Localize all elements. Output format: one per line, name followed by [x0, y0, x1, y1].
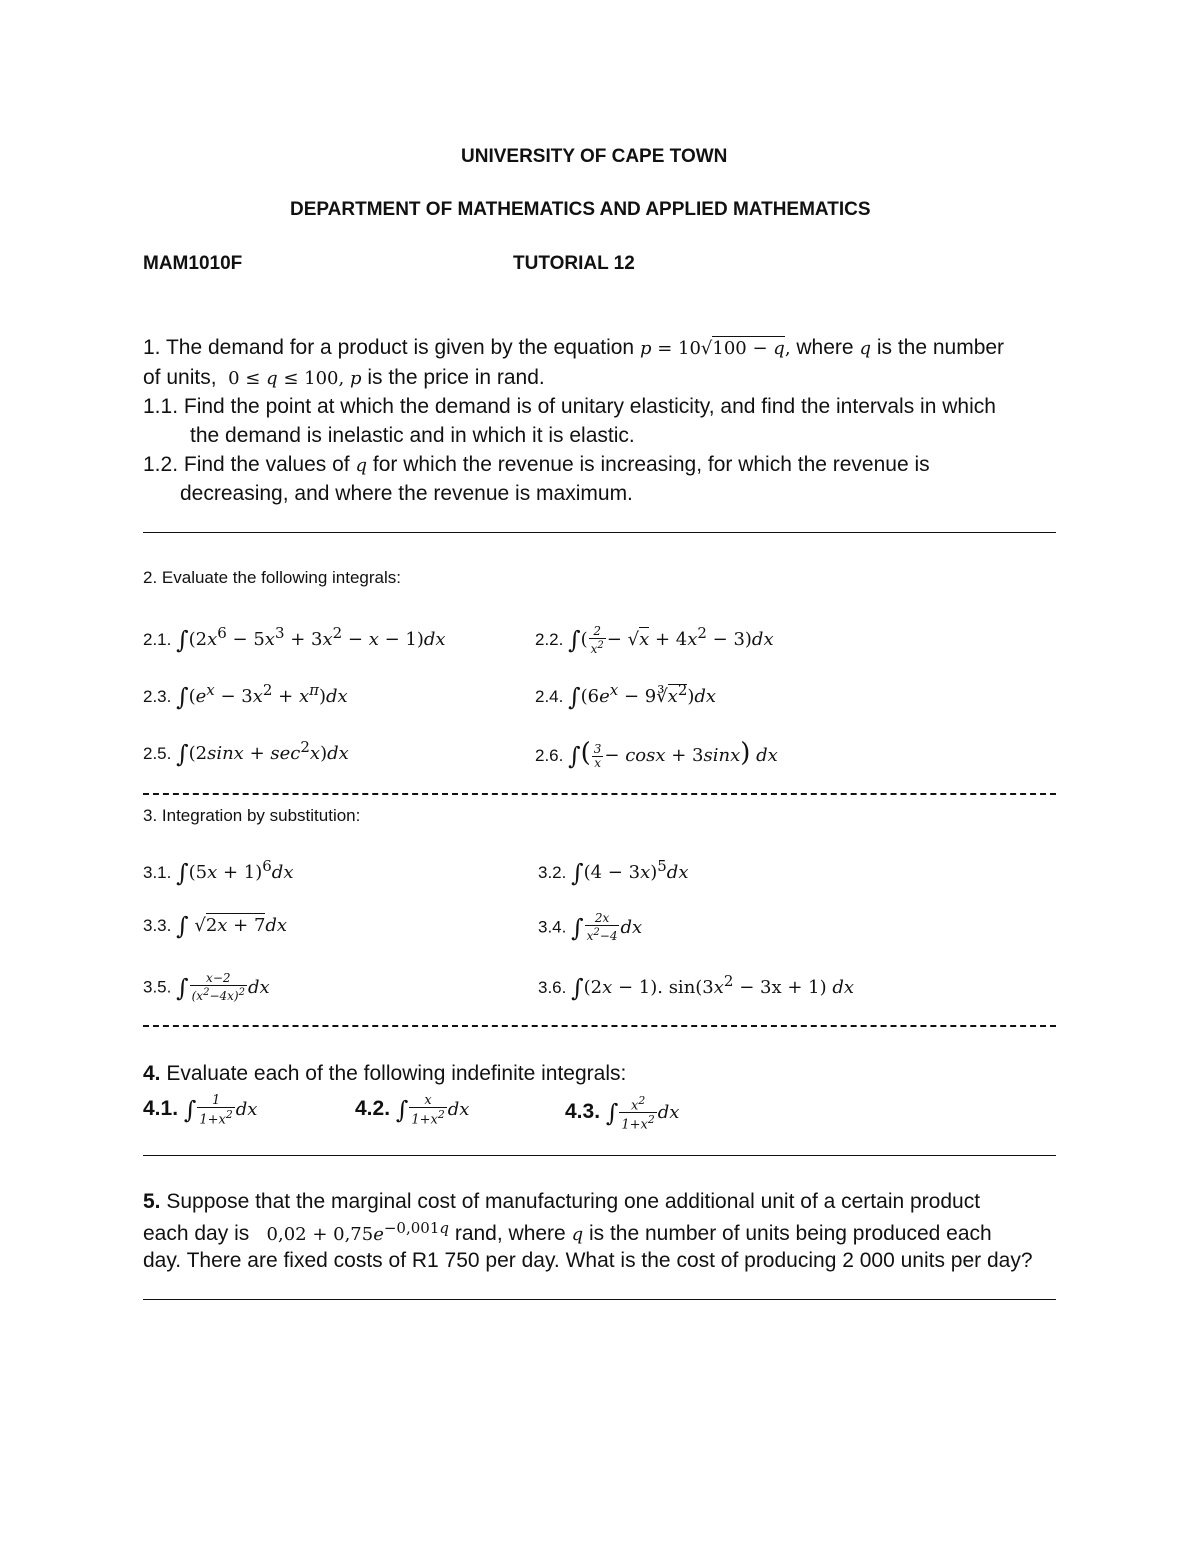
tutorial-number: TUTORIAL 12 — [513, 253, 635, 274]
q4-1 — [143, 1094, 257, 1126]
q5-rand-where: rand, where — [454, 1222, 566, 1245]
q1-demand-equation: p = 10√100 − q, — [639, 338, 791, 359]
q3-3-integral: ∫ √2x + 7dx — [176, 912, 288, 940]
q3-5-label: 3.5. — [143, 977, 172, 997]
q1-2-pre: 1.2. Find the values of — [143, 453, 350, 476]
divider-3 — [143, 1025, 1056, 1027]
q1-var-q: q — [859, 338, 871, 359]
q4-1-integral: ∫ $\frac{1}{1+x^2}$ dx — [183, 1093, 258, 1128]
q2-5-integral: $\int(2\sin x + \sec^2x)dx$ — [176, 738, 349, 768]
q2-1-integral: $\int(2x^6 - 5x^3 + 3x^2 - x - 1)dx$ — [176, 624, 446, 654]
course-code: MAM1010F — [143, 253, 243, 274]
q3-6-integral: ∫(2x − 1). $\sin(3x^2 - 3x + 1)$ dx — [571, 972, 855, 1002]
q1-price-text: is the price in rand. — [367, 366, 545, 389]
divider-5 — [143, 1299, 1056, 1300]
q4-title — [143, 1062, 626, 1086]
q2-3-integral: $\int(e^x - 3x^2 + x^\pi)dx$ — [176, 681, 348, 711]
q3-6-label: 3.6. — [538, 978, 567, 997]
department-title: DEPARTMENT OF MATHEMATICS AND APPLIED MATHEMATICS — [290, 199, 871, 220]
q3-2-label: 3.2. — [538, 863, 567, 882]
q2-4 — [535, 681, 716, 711]
q5-line2: each day is $0,02 + 0,75e^{-0,001q}$ rand, where q is the number of units being produced each — [143, 1219, 992, 1245]
q2-4-label: 2.4. — [535, 687, 564, 706]
q4-2-integral: ∫ $\frac{x}{1+x^2}$ dx — [395, 1093, 470, 1128]
q2-5 — [143, 738, 349, 768]
q2-2-label: 2.2. — [535, 630, 564, 649]
q3-5 — [143, 972, 270, 1003]
q5-line3: day. There are fixed costs of R1 750 per day. What is the cost of producing 2 000 units per day? — [143, 1249, 1033, 1272]
q1-2-line2: decreasing, and where the revenue is maximum. — [180, 482, 633, 505]
q1-2-post: for which the revenue is increasing, for which the revenue is — [372, 453, 930, 476]
q2-1 — [143, 624, 446, 654]
q4-3-label: 4.3. — [565, 1099, 601, 1123]
q4-2-label: 4.2. — [355, 1097, 391, 1121]
q2-6 — [535, 738, 778, 770]
q2-6-integral: ∫( $\frac{3}{x}$ − cosx + 3sinx) dx — [568, 738, 778, 770]
q3-title: 3. Integration by substitution: — [143, 806, 361, 825]
q1-line2 — [143, 366, 545, 390]
q4-1-label: 4.1. — [143, 1097, 179, 1121]
q5-line1-text: Suppose that the marginal cost of manufacturing one additional unit of a certain product — [166, 1190, 981, 1213]
university-title: UNIVERSITY OF CAPE TOWN — [461, 146, 728, 167]
q5-line1 — [143, 1190, 980, 1214]
q2-title: 2. Evaluate the following integrals: — [143, 568, 401, 587]
q5-number: 5. — [143, 1190, 161, 1213]
q4-2 — [355, 1094, 469, 1126]
q1-units-text: of units, — [143, 366, 217, 389]
q3-1-integral: $\int(5x + 1)^6dx$ — [176, 857, 294, 887]
q1-1-line1: 1.1. Find the point at which the demand is of unitary elasticity, and find the intervals in which — [143, 395, 996, 418]
q3-1-label: 3.1. — [143, 863, 172, 882]
q2-3 — [143, 681, 348, 711]
q4-3-integral: ∫ $\frac{x^2}{1+x^2}$ dx — [605, 1094, 680, 1133]
q2-2 — [535, 624, 774, 656]
q3-4 — [538, 912, 642, 943]
q3-6 — [538, 972, 854, 1002]
q3-4-integral: ∫ $\frac{2x}{x^2-4}$ dx — [571, 911, 643, 943]
q1-line1-end: is the number — [876, 336, 1005, 359]
q3-3-label: 3.3. — [143, 916, 172, 935]
divider-2 — [143, 793, 1056, 795]
q1-where-text: where — [796, 336, 854, 359]
q2-2-integral: ∫( $\frac{2}{x^2}$ − $√x + 4x^2 - 3)dx$ — [568, 623, 774, 656]
q5-line2-end: is the number of units being produced each — [588, 1222, 992, 1245]
q2-4-integral: $\int(6e^x$ − $9∛x^2)dx$ — [568, 681, 717, 711]
q1-range: 0 ≤ q ≤ 100, p — [222, 368, 362, 389]
q4-number: 4. — [143, 1062, 161, 1085]
q4-title-text: Evaluate each of the following indefinite integrals: — [166, 1062, 627, 1085]
q3-5-integral: ∫ $\frac{x-2}{(x^2-4x)^2}$ dx — [176, 971, 270, 1003]
q2-5-label: 2.5. — [143, 744, 172, 763]
divider-4 — [143, 1155, 1056, 1156]
q2-1-label: 2.1. — [143, 630, 172, 649]
q1-intro-text: 1. The demand for a product is given by the equation — [143, 336, 635, 359]
q3-4-label: 3.4. — [538, 917, 567, 937]
q4-3 — [565, 1094, 679, 1132]
divider-1 — [143, 532, 1056, 533]
q3-1 — [143, 857, 293, 887]
q3-2-integral: $\int(4 - 3x)^5dx$ — [571, 857, 689, 887]
q1-line1 — [143, 336, 1004, 360]
q2-6-label: 2.6. — [535, 746, 564, 765]
q5-each-day: each day is — [143, 1222, 250, 1245]
q3-2 — [538, 857, 688, 887]
q3-3 — [143, 912, 287, 940]
q2-3-label: 2.3. — [143, 687, 172, 706]
q5-marginal-cost-expr: $0,02 + 0,75e^{-0,001q}$ — [255, 1219, 449, 1245]
q1-2-line1: 1.2. Find the values of q for which the revenue is increasing, for which the revenue is — [143, 453, 930, 476]
q1-1-line2: the demand is inelastic and in which it is elastic. — [190, 424, 635, 447]
